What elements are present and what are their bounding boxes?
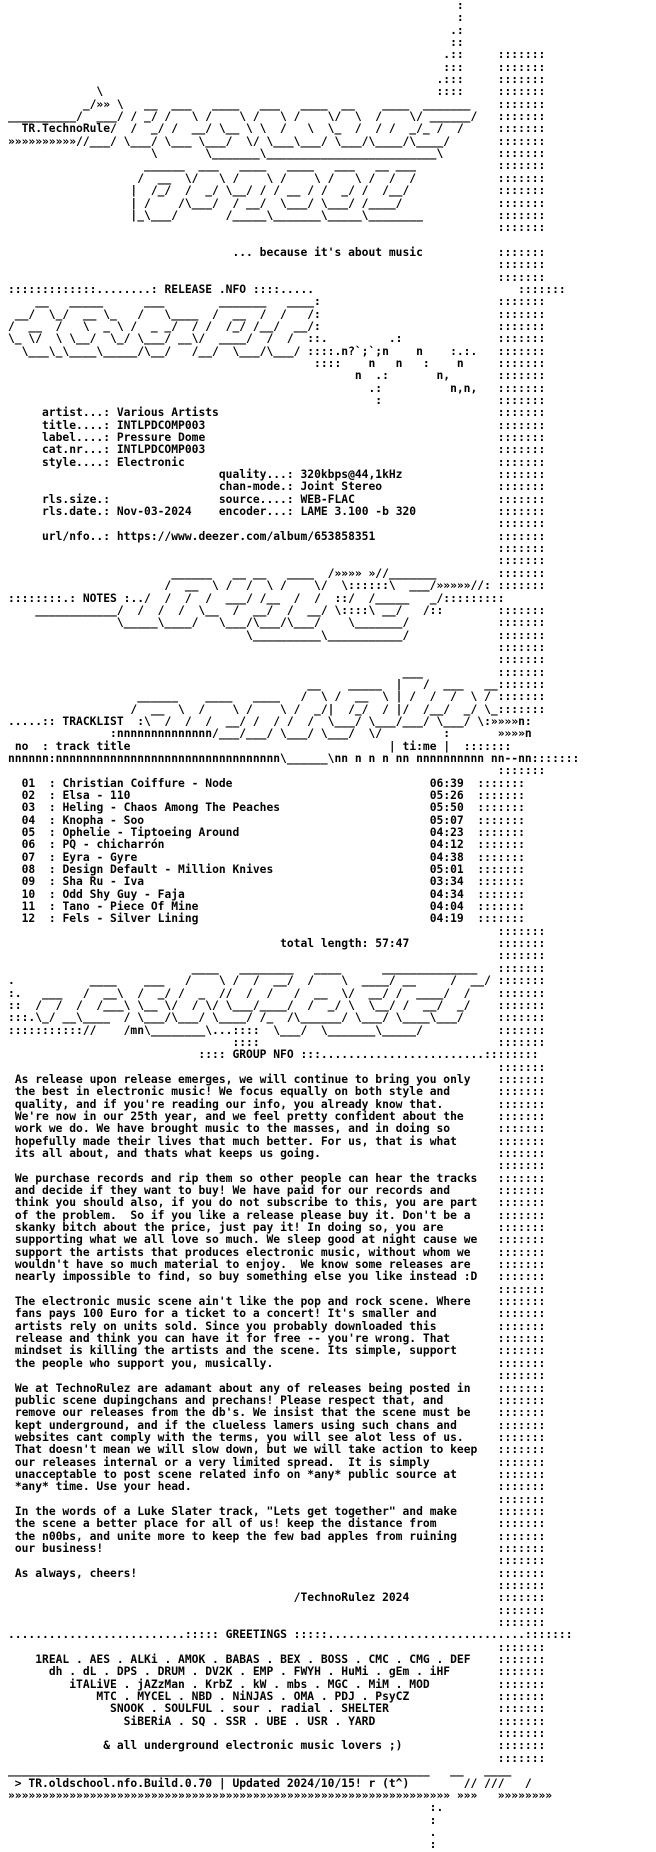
blank-line: :::::::	[8, 1640, 546, 1654]
blank-line: :::::::	[8, 764, 546, 778]
section-header-group-nfo: :::: GROUP NFO :::........................::::::::	[8, 1048, 539, 1062]
group-nfo-line: the scene a better place for all of us! keep the distance from :::::::	[14, 1517, 546, 1531]
ascii-art-line: __ _____ | / ___ __:::::::	[8, 677, 546, 691]
release-field: rls.date.: Nov-03-2024 encoder...: LAME 3.100 -b 320 :::::::	[8, 505, 546, 519]
release-field: title....: INTLPDCOMP003 :::::::	[8, 418, 546, 432]
blank-line: :::::::	[8, 1751, 546, 1765]
paragraph-text: the scene a better place for all of us! keep the distance from	[14, 1517, 437, 1531]
header-logo-line: / __ \/ \ / \ / \ / \ / / / :::::::	[8, 171, 546, 185]
slogan: ... because it's about music	[232, 245, 423, 259]
field-value: Nov-03-2024	[116, 505, 192, 519]
track-title: PQ - chicharrón	[62, 838, 165, 852]
group-nfo-line: wouldn't have so much material to enjoy. We know some releases are :::::::	[14, 1258, 546, 1272]
paragraph-text: As always, cheers!	[14, 1566, 138, 1580]
column-header: no	[14, 739, 29, 753]
field-value: Electronic	[116, 455, 185, 469]
greetings-text: dh . dL . DPS . DRUM . DV2K . EMP . FWYH . HuMi . gEm . iHF	[48, 1665, 451, 1679]
track-number: 10	[21, 887, 36, 901]
paragraph-text: supporting what we all love so much. We sleep good at night cause we	[14, 1233, 478, 1247]
tracklist-header-row: no : track title | ti:me | :::::::	[14, 739, 512, 753]
header-logo-line: :	[8, 11, 498, 25]
field-value: INTLPDCOMP003	[116, 418, 206, 432]
release-field: quality...: 320kbps@44,1kHz :::::::	[8, 468, 546, 482]
blank-line: :::::::	[8, 1727, 546, 1741]
track-number: 09	[21, 875, 36, 889]
blank-line: :::::::	[8, 924, 546, 938]
greetings-outro-text: & all underground electronic music lovers ;)	[103, 1739, 403, 1753]
track-row: 11 : Tano - Piece Of Mine 04:04 :::::::	[21, 900, 525, 914]
paragraph-text: That doesn't mean we will slow down, but we will take action to keep	[14, 1443, 478, 1457]
greetings-outro: & all underground electronic music lovers ;) :::::::	[103, 1739, 546, 1753]
track-title: Christian Coiffure - Node	[62, 776, 233, 790]
track-title: Heling - Chaos Among The Peaches	[62, 801, 281, 815]
group-nfo-line: public scene dupingchans and prechans! Please respect that, and :::::::	[14, 1393, 546, 1407]
header-logo-line: | /_/ / _/ \__/ / / __ / / _/ / /__/ :::::::	[8, 184, 546, 198]
track-time: 06:39	[429, 776, 464, 790]
group-nfo-line: unacceptable to post scene related info on *any* public source at :::::::	[14, 1467, 546, 1481]
paragraph-text: artists rely on units sold. Since you probably downloaded this	[14, 1319, 437, 1333]
group-nfo-line: our business! :::::::	[14, 1541, 546, 1555]
track-time: 04:12	[429, 838, 464, 852]
header-logo-line: .:	[8, 23, 498, 37]
track-number: 03	[21, 801, 36, 815]
section-title: GROUP NFO	[232, 1048, 294, 1062]
track-number: 06	[21, 838, 36, 852]
header-logo-line: TR.TechnoRule/ / _/ / __/ \__ \ \ / \ \_ / / / _/_ / / :::::::	[8, 122, 546, 136]
group-nfo-line: the n00bs, and unite more to keep the few bad apples from ruining :::::::	[14, 1529, 546, 1543]
blank-line: :::::::	[8, 1579, 546, 1592]
track-title: Fels - Silver Lining	[62, 912, 199, 926]
signature-text: /TechnoRulez 2024	[293, 1591, 410, 1605]
group-nfo-line: the best in electronic music! We focus equally on both style and :::::::	[14, 1085, 546, 1099]
header-logo-line: \ :::: :::::::	[8, 85, 546, 99]
ascii-art-line: n .: n, :::::::	[8, 369, 546, 383]
paragraph-text: kept underground, and if the clueless lamers using such chans and	[14, 1418, 457, 1432]
ascii-art-line: __ _____ ___ _______ ____: :::::::	[8, 295, 546, 309]
track-row: 01 : Christian Coiffure - Node 06:39 :::::::	[21, 776, 525, 790]
field-value: https://www.deezer.com/album/653858351	[116, 529, 376, 543]
track-time: 05:26	[429, 789, 464, 802]
ascii-art-line: :::.\_/ __\____ / \___/\___/ \____/ /_ /\______/ \___/ \____\___/ :::::::	[8, 1011, 546, 1025]
ascii-art-line: ______ ____ ____ / \ / __ \ | / / / \ / :::::::	[8, 690, 546, 704]
release-field: rls.size.: source....: WEB-FLAC :::::::	[8, 492, 546, 506]
track-time: 05:50	[429, 801, 464, 815]
blank-line: :::::::	[8, 1554, 546, 1568]
column-header: track title	[55, 739, 131, 753]
header-logo-line: |_\___/ /_____\_______\_____\________ :::::::	[8, 208, 546, 222]
paragraph-text: the n00bs, and unite more to keep the few bad apples from ruining	[14, 1529, 457, 1543]
header-logo-line: __________/ ___/ / _/ / \ / \ / \ / \/ \ / \/ ______/ :::::::	[8, 110, 546, 124]
ascii-art-line: :. ___ / __\ / _/ / _ // / / / __ \/ __/ / ____/ / :::::::	[8, 986, 546, 1000]
blank-line: :::::::	[8, 270, 546, 284]
group-nfo-line: remove our releases from the db's. We insist that the scene must be :::::::	[14, 1406, 546, 1420]
group-nfo-line: kept underground, and if the clueless lamers using such chans and :::::::	[14, 1418, 546, 1432]
paragraph-text: the people who support you, musically.	[14, 1356, 274, 1370]
blank-line: :::::::	[8, 949, 546, 963]
footer-dots: :.	[8, 1801, 505, 1815]
blank-line: :::::::	[8, 1369, 546, 1383]
ascii-art-line: __/ \_/ __ \_ / \____ / __ / / /: :::::::	[8, 307, 546, 321]
build-string: TR.oldschool.nfo.Build.0.70	[28, 1776, 213, 1790]
ascii-art-line: ____ ________ ____ ______________ :::::::	[8, 961, 546, 975]
paragraph-text: In the words of a Luke Slater track, "Lets get together" and make	[14, 1504, 457, 1518]
paragraph-text: We at TechnoRulez are adamant about any of releases being posted in	[14, 1381, 471, 1395]
paragraph-text: fans pays 100 Euro for a ticket to a concert! It's smaller and	[14, 1307, 437, 1321]
ascii-art-line: \___\_\____\_____/\__/ /__/ \___/\___/ ::::.n?`;`;n n :.:. :::::::	[8, 344, 546, 358]
track-number: 07	[21, 850, 36, 864]
paragraph-text: hopefully made their lives that much better. For us, that is what	[14, 1134, 457, 1148]
ascii-art-line: ______ __ __ ____ /»»»» »//_______ :::::::	[8, 566, 546, 580]
greetings-text: MTC . MYCEL . NBD . NiNJAS . OMA . PDJ . PsyCZ	[96, 1690, 410, 1704]
blank-line: :::::::	[8, 1616, 546, 1630]
track-number: 01	[21, 776, 36, 790]
release-field: style....: Electronic :::::::	[8, 455, 546, 469]
track-row: 06 : PQ - chicharrón 04:12 :::::::	[21, 838, 525, 852]
group-nfo-line: As release upon release emerges, we will continue to bring you only :::::::	[14, 1072, 546, 1086]
paragraph-text: nearly impossible to find, so buy something else you like instead :D	[14, 1270, 478, 1284]
track-time: 04:04	[429, 900, 464, 914]
ascii-art-line: :nnnnnnnnnnnnnn/___/___/ \___/ \___/ \/ : »»»»n	[8, 727, 532, 741]
section-title: NOTES	[82, 591, 117, 605]
group-nfo-line: nearly impossible to find, so buy something else you like instead :D :::::::	[14, 1270, 546, 1284]
group-nfo-line: We at TechnoRulez are adamant about any of releases being posted in :::::::	[14, 1381, 546, 1395]
track-title: Elsa - 110	[62, 789, 131, 802]
header-logo-line: »»»»»»»»»»//___/ \___/ \___ \___/ \/ \___\___/ \___/\____/\____/ :::::::	[8, 134, 546, 148]
group-nfo-line: artists rely on units sold. Since you probably downloaded this :::::::	[14, 1319, 546, 1333]
paragraph-text: and decide if they want to buy! We have paid for our records and	[14, 1184, 451, 1197]
paragraph-text: The electronic music scene ain't like the pop and rock scene. Where	[14, 1295, 471, 1309]
blank-line: :::::::	[8, 640, 546, 654]
group-nfo-line: skanky bitch about the price, just pay it! In doing so, you are :::::::	[14, 1221, 546, 1235]
track-row: 08 : Design Default - Million Knives 05:01 :::::::	[21, 863, 525, 877]
paragraph-text: its all about, and thats what keeps us going.	[14, 1146, 321, 1160]
track-title: Design Default - Million Knives	[62, 863, 274, 877]
blank-line: :::::::	[8, 1492, 546, 1506]
ascii-art-line: / __ \ / \ / \ / _/| /_/ / |/ /__/ _/ \_:::::::	[8, 702, 546, 716]
track-row: 05 : Ophelie - Tiptoeing Around 04:23 :::::::	[21, 826, 525, 840]
blank-line: :::::::	[8, 258, 546, 272]
greetings-line: dh . dL . DPS . DRUM . DV2K . EMP . FWYH . HuMi . gEm . iHF :::::::	[48, 1665, 546, 1679]
release-field: chan-mode.: Joint Stereo :::::::	[8, 480, 546, 494]
blank-line: :::::::	[8, 554, 546, 568]
paragraph-text: think you should also, if you do not subscribe to this, you are part	[14, 1196, 478, 1210]
field-value: Joint Stereo	[300, 480, 383, 494]
paragraph-text: our releases internal or a very limited spread. It is simply	[14, 1455, 430, 1469]
updated-string: Updated 2024/10/15! r (t^)	[232, 1776, 410, 1790]
slogan-line: ... because it's about music :::::::	[232, 245, 546, 259]
ascii-art-line: :::: :::::::	[8, 1035, 546, 1049]
group-nfo-line: of the problem. So if you like a release please buy it. Don't be a :::::::	[14, 1208, 546, 1222]
track-title: Knopha - Soo	[62, 813, 145, 827]
track-title: Tano - Piece Of Mine	[62, 900, 199, 914]
group-nfo-line: fans pays 100 Euro for a ticket to a concert! It's smaller and :::::::	[14, 1307, 546, 1321]
track-row: 12 : Fels - Silver Lining 04:19 :::::::	[21, 912, 525, 926]
ascii-art-line: . ____ ___ / \ / / __/ / \ ____/ __ / __/ :::::::	[8, 974, 546, 988]
track-number: 02	[21, 789, 36, 802]
paragraph-text: our business!	[14, 1541, 104, 1555]
group-nfo-line: think you should also, if you do not subscribe to this, you are part :::::::	[14, 1196, 546, 1210]
paragraph-text: quality, and if you're reading our info, you already know that.	[14, 1097, 444, 1111]
track-time: 05:01	[429, 863, 464, 877]
release-field: label....: Pressure Dome :::::::	[8, 431, 546, 445]
greetings-text: SiBERiA . SQ . SSR . UBE . USR . YARD	[123, 1714, 376, 1728]
paragraph-text: websites cant comply with the terms, you will see alot less of us.	[14, 1430, 464, 1444]
group-nfo-line: work we do. We have brought music to the masses, and in doing so :::::::	[14, 1122, 546, 1136]
track-number: 12	[21, 912, 36, 926]
group-nfo-line: quality, and if you're reading our info, you already know that. :::::::	[14, 1097, 546, 1111]
paragraph-text: release and think you can have it for free -- you're wrong. That	[14, 1332, 451, 1346]
header-logo-line: _/»» \ __ ___ ____ ___ ____ __ ____ _______ :::::::	[8, 97, 546, 111]
release-field: cat.nr...: INTLPDCOMP003 :::::::	[8, 443, 546, 457]
header-logo-line: ______ ___ ____ ____ ___ __ ___ :::::::	[8, 159, 546, 173]
track-row: 07 : Eyra - Gyre 04:38 :::::::	[21, 850, 525, 864]
ascii-art-line: \__________\___________/ :::::::	[8, 628, 546, 642]
footer-dots: :	[8, 1813, 505, 1827]
track-time: 03:34	[429, 875, 464, 889]
track-time: 04:19	[429, 912, 464, 926]
section-title: TRACKLIST	[62, 714, 124, 728]
divider-line: ______________________________________________________________ __ ____	[8, 1764, 512, 1778]
blank-line: :::::::	[8, 517, 546, 531]
group-nfo-line: We're now in our 25th year, and we feel pretty confident about the :::::::	[14, 1109, 546, 1123]
group-nfo-line: supporting what we all love so much. We sleep good at night cause we :::::::	[14, 1233, 546, 1247]
greetings-line: SNOOK . SOULFUL . sour . radial . SHELTER :::::::	[110, 1702, 546, 1716]
footer-bar: > TR.oldschool.nfo.Build.0.70 | Updated 2024/10/15! r (t^) // /// /	[8, 1776, 532, 1790]
divider-line: nnnnnn:nnnnnnnnnnnnnnnnnnnnnnnnnnnnnnnnn\______\nn n n n nn nnnnnnnnnn nn--nn:::::::	[8, 751, 580, 765]
paragraph-text: As release upon release emerges, we will continue to bring you only	[14, 1072, 471, 1086]
group-nfo-line: the people who support you, musically. :::::::	[14, 1356, 546, 1370]
paragraph-text: wouldn't have so much material to enjoy. We know some releases are	[14, 1258, 471, 1272]
greetings-line: iTALiVE . jAZzMan . KrbZ . kW . mbs . MGC . MiM . MOD :::::::	[69, 1677, 546, 1691]
paragraph-text: support the artists that produces electronic music, without whom we	[14, 1245, 471, 1259]
track-number: 05	[21, 826, 36, 840]
track-number: 04	[21, 813, 36, 827]
paragraph-text: public scene dupingchans and prechans! Please respect that, and	[14, 1393, 444, 1407]
greetings-text: iTALiVE . jAZzMan . KrbZ . kW . mbs . MGC . MiM . MOD	[69, 1677, 430, 1691]
paragraph-text: work we do. We have brought music to the masses, and in doing so	[14, 1122, 451, 1136]
paragraph-text: We purchase records and rip them so other people can hear the tracks	[14, 1171, 478, 1185]
blank-line: :::::::	[8, 1060, 546, 1074]
field-value: WEB-FLAC	[300, 492, 355, 506]
field-value: INTLPDCOMP003	[116, 443, 206, 457]
greetings-text: SNOOK . SOULFUL . sour . radial . SHELTER	[110, 1702, 389, 1716]
signature: /TechnoRulez 2024 :::::::	[293, 1591, 546, 1605]
group-nfo-line: The electronic music scene ain't like the pop and rock scene. Where :::::::	[14, 1295, 546, 1309]
group-nfo-line: its all about, and thats what keeps us going. :::::::	[14, 1146, 546, 1160]
ascii-art-line: / __ / \ _ \ / _ _/ / / /_/ /__/ __/: :::::::	[8, 319, 546, 333]
field-value: LAME 3.100 -b 320	[300, 505, 417, 519]
footer-dots: .	[8, 1825, 505, 1839]
release-field: url/nfo..: https://www.deezer.com/album/653858351 :::::::	[8, 529, 546, 543]
header-logo-line: ::	[8, 36, 498, 50]
greetings-text: 1REAL . AES . ALKi . AMOK . BABAS . BEX . BOSS . CMC . CMG . DEF	[35, 1653, 471, 1667]
group-nfo-line: We purchase records and rip them so other people can hear the tracks :::::::	[14, 1171, 546, 1185]
track-title: Odd Shy Guy - Faja	[62, 887, 185, 901]
track-time: 04:38	[429, 850, 464, 864]
greetings-line: 1REAL . AES . ALKi . AMOK . BABAS . BEX . BOSS . CMC . CMG . DEF :::::::	[35, 1653, 546, 1667]
greetings-line: SiBERiA . SQ . SSR . UBE . USR . YARD :::::::	[123, 1714, 546, 1728]
paragraph-text: mindset is killing the artists and the scene. Its simple, support	[14, 1344, 457, 1358]
group-nfo-line: release and think you can have it for free -- you're wrong. That :::::::	[14, 1332, 546, 1346]
track-row: 03 : Heling - Chaos Among The Peaches 05:50 :::::::	[21, 801, 525, 815]
ascii-art-line: / __ \ / / \ / \/ \::::::\ ___/»»»»»//: :::::::	[8, 579, 546, 593]
section-header-notes: ::::::::.: NOTES :../ / / / ___/ /__ / / ::/ /_____ _/:::::::::	[8, 591, 505, 605]
header-logo-line: | / /\___/ / __/ \___/ \___/ /____/ :::::::	[8, 196, 546, 210]
section-title: RELEASE .NFO	[164, 282, 247, 296]
ascii-art-line: :::: n n : n :::::::	[8, 356, 546, 370]
ascii-art-line: : :::::::	[8, 394, 546, 407]
track-row: 02 : Elsa - 110 05:26 :::::::	[21, 789, 525, 802]
blank-line: :::::::	[8, 1603, 546, 1617]
group-nfo-line: and decide if they want to buy! We have paid for our records and :::::::	[14, 1184, 546, 1197]
track-row: 09 : Sha Ru - Iva 03:34 :::::::	[21, 875, 525, 889]
group-nfo-line: In the words of a Luke Slater track, "Lets get together" and make :::::::	[14, 1504, 546, 1518]
group-nfo-line: *any* time. Use your head. :::::::	[14, 1480, 546, 1494]
greetings-line: MTC . MYCEL . NBD . NiNJAS . OMA . PDJ . PsyCZ :::::::	[96, 1690, 546, 1704]
track-time: 04:23	[429, 826, 464, 840]
header-logo-line: .:: :::::::	[8, 48, 546, 62]
section-header-greetings: ..........................::::: GREETINGS :::::.............................:::::::	[8, 1628, 573, 1642]
group-nfo-line: mindset is killing the artists and the scene. Its simple, support :::::::	[14, 1344, 546, 1358]
release-field: artist...: Various Artists :::::::	[8, 406, 546, 420]
field-value: 320kbps@44,1kHz	[300, 468, 403, 482]
field-value: Various Artists	[116, 406, 219, 420]
paragraph-text: *any* time. Use your head.	[14, 1480, 192, 1494]
column-header: ti:me	[402, 739, 437, 753]
total-length-value: total length: 57:47	[280, 937, 410, 951]
track-time: 05:07	[429, 813, 464, 827]
header-logo-line: :	[8, 0, 498, 12]
ascii-art-line: :: / / / /___\ \__ \/ / \/ \___/____/ / _/ \ \__/ / __/ _/ :::::::	[8, 998, 546, 1012]
track-time: 04:34	[429, 887, 464, 901]
header-logo-line: ::: :::::::	[8, 60, 546, 74]
ascii-art-line: \_ \/ \ \__/ \_/ \___/ __\/ ____/ / / ::. .: :::::::	[8, 332, 546, 346]
track-row: 04 : Knopha - Soo 05:07 :::::::	[21, 813, 525, 827]
track-title: Ophelie - Tiptoeing Around	[62, 826, 240, 840]
footer-arrows: »»»»»»»»»»»»»»»»»»»»»»»»»»»»»»»»»»»»»»»»»»»»»»»»»»»»»»»»»»»»»»»»» »»» »»»»»»»»	[8, 1788, 553, 1802]
group-nfo-line: our releases internal or a very limited spread. It is simply :::::::	[14, 1455, 546, 1469]
ascii-art-line: \_____\____/ \___/\___/\___/ \_______/ :::::::	[8, 616, 546, 630]
header-logo-line: :::::::	[8, 221, 546, 235]
blank-line: :::::::	[8, 653, 546, 667]
paragraph-text: unacceptable to post scene related info on *any* public source at	[14, 1467, 457, 1481]
ascii-art-line: ___ :::::::	[8, 665, 546, 679]
paragraph-text: the best in electronic music! We focus equally on both style and	[14, 1085, 451, 1099]
header-logo-line: \ \_______\_________________________\ :::::::	[8, 147, 546, 161]
blank-line: :::::::	[8, 1282, 546, 1296]
paragraph-text: skanky bitch about the price, just pay it! In doing so, you are	[14, 1221, 444, 1235]
paragraph-text: of the problem. So if you like a release please buy it. Don't be a	[14, 1208, 471, 1222]
section-header-tracklist: .....:: TRACKLIST :\ / / / __/ / / / / \___/ \___/___/ \___/ \:»»»»n:	[8, 714, 532, 728]
ascii-art-line: ____________/ / / / \__ / __/ / __/ \::::\ __/ /:: :::::::	[8, 603, 546, 617]
field-value: Pressure Dome	[116, 431, 206, 445]
group-nfo-line: support the artists that produces electronic music, without whom we :::::::	[14, 1245, 546, 1259]
ascii-art-line: .: n,n, :::::::	[8, 381, 546, 395]
track-row: 10 : Odd Shy Guy - Faja 04:34 :::::::	[21, 887, 525, 901]
track-title: Sha Ru - Iva	[62, 875, 145, 889]
section-header-release-nfo: :::::::::::::........: RELEASE .NFO ::::..... :::::::	[8, 282, 566, 296]
total-length: total length: 57:47 :::::::	[280, 937, 546, 951]
ascii-art-line: :::::::::::// /mn\________\...:::: \___/ \_______\_____/ :::::::	[8, 1023, 546, 1037]
section-title: GREETINGS	[225, 1628, 287, 1642]
track-number: 08	[21, 863, 36, 877]
paragraph-text: We're now in our 25th year, and we feel pretty confident about the	[14, 1109, 464, 1123]
footer-dots: :	[8, 1838, 505, 1852]
header-logo-line: .::: :::::::	[8, 73, 546, 87]
group-nfo-line: hopefully made their lives that much better. For us, that is what :::::::	[14, 1134, 546, 1148]
group-nfo-line: websites cant comply with the terms, you will see alot less of us. :::::::	[14, 1430, 546, 1444]
group-nfo-line: As always, cheers! :::::::	[14, 1566, 546, 1580]
blank-line: :::::::	[8, 1159, 546, 1173]
track-number: 11	[21, 900, 36, 914]
track-title: Eyra - Gyre	[62, 850, 138, 864]
group-nfo-line: That doesn't mean we will slow down, but we will take action to keep :::::::	[14, 1443, 546, 1457]
paragraph-text: remove our releases from the db's. We insist that the scene must be	[14, 1406, 471, 1420]
blank-line: :::::::	[8, 542, 546, 556]
